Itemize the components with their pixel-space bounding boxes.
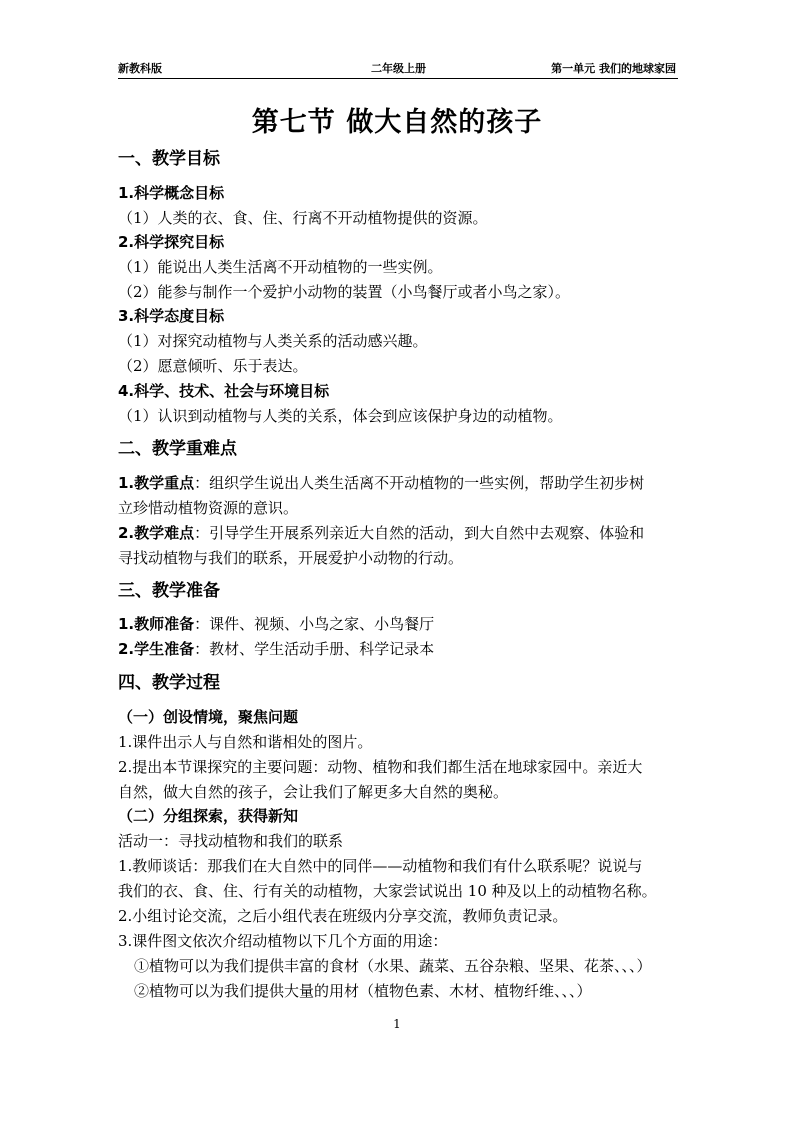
- difficulty-line: [118, 522, 644, 544]
- process-line: 3.课件图文依次介绍动植物以下几个方面的用途：: [118, 932, 448, 950]
- process-line: 我们的衣、食、住、行有关的动植物，大家尝试说出 10 种及以上的动植物名称。: [118, 882, 657, 900]
- section-heading-preparation: 三、教学准备: [118, 581, 220, 601]
- use-item: ①植物可以为我们提供丰富的食材（水果、蔬菜、五谷杂粮、坚果、花茶、、、）: [134, 957, 652, 975]
- section-heading-process: 四、教学过程: [118, 673, 220, 693]
- key-point-continuation: 立珍惜动植物资源的意识。: [118, 499, 299, 517]
- objective-item: （1）对探究动植物与人类关系的活动感兴趣。: [118, 332, 428, 350]
- process-line: 1.教师谈话：那我们在大自然中的同伴——动植物和我们有什么联系呢？说说与: [118, 857, 643, 875]
- process-line: 2.提出本节课探究的主要问题：动物、植物和我们都生活在地球家园中。亲近大: [118, 758, 643, 776]
- activity-title: 活动一：寻找动植物和我们的联系: [118, 832, 344, 850]
- objective-item: （2）能参与制作一个爱护小动物的装置（小鸟餐厅或者小鸟之家）。: [118, 283, 571, 301]
- key-point-line: [118, 472, 644, 494]
- student-prep-text: ：教材、学生活动手册、科学记录本: [194, 640, 435, 658]
- header-publisher: 新教科版: [118, 62, 162, 75]
- process-line: 自然，做大自然的孩子，会让我们了解更多大自然的奥秘。: [118, 783, 509, 801]
- page-title: 第七节 做大自然的孩子: [251, 107, 543, 138]
- teacher-prep-line: [118, 613, 434, 635]
- teacher-prep-label: 1.教师准备: [118, 615, 195, 633]
- subsection-heading: （一）创设情境，聚焦问题: [118, 708, 299, 726]
- process-line: 1.课件出示人与自然和谐相处的图片。: [118, 733, 373, 751]
- difficulty-label: 2.教学难点: [118, 524, 195, 542]
- subsection-heading: （二）分组探索，获得新知: [118, 807, 299, 825]
- page-number: 1: [393, 1017, 401, 1031]
- key-point-label: 1.教学重点: [118, 474, 195, 492]
- teacher-prep-text: ：课件、视频、小鸟之家、小鸟餐厅: [194, 615, 435, 633]
- student-prep-line: [118, 638, 434, 660]
- use-item: ②植物可以为我们提供大量的用材（植物色素、木材、植物纤维、、、）: [134, 982, 592, 1000]
- section-heading-objectives: 一、教学目标: [118, 149, 220, 169]
- page-header: [118, 60, 676, 78]
- header-divider: [118, 78, 678, 79]
- section-heading-key-points: 二、教学重难点: [118, 439, 237, 459]
- objective-item: （2）愿意倾听、乐于表达。: [118, 357, 308, 375]
- objective-group-title: 1.科学概念目标: [118, 184, 225, 202]
- objective-item: （1）能说出人类生活离不开动植物的一些实例。: [118, 258, 443, 276]
- student-prep-label: 2.学生准备: [118, 640, 195, 658]
- difficulty-text: ：引导学生开展系列亲近大自然的活动，到大自然中去观察、体验和: [194, 524, 645, 542]
- objective-item: （1）人类的衣、食、住、行离不开动植物提供的资源。: [118, 209, 488, 227]
- objective-group-title: 2.科学探究目标: [118, 233, 225, 251]
- difficulty-continuation: 寻找动植物与我们的联系，开展爱护小动物的行动。: [118, 549, 464, 567]
- process-line: 2.小组讨论交流，之后小组代表在班级内分享交流，教师负责记录。: [118, 907, 568, 925]
- objective-group-title: 3.科学态度目标: [118, 307, 225, 325]
- key-point-text: ：组织学生说出人类生活离不开动植物的一些实例，帮助学生初步树: [194, 474, 645, 492]
- objective-group-title: 4.科学、技术、社会与环境目标: [118, 382, 330, 400]
- objective-item: （1）认识到动植物与人类的关系，体会到应该保护身边的动植物。: [118, 407, 563, 425]
- header-unit: 第一单元 我们的地球家园: [551, 62, 676, 75]
- header-grade: 二年级上册: [371, 62, 426, 75]
